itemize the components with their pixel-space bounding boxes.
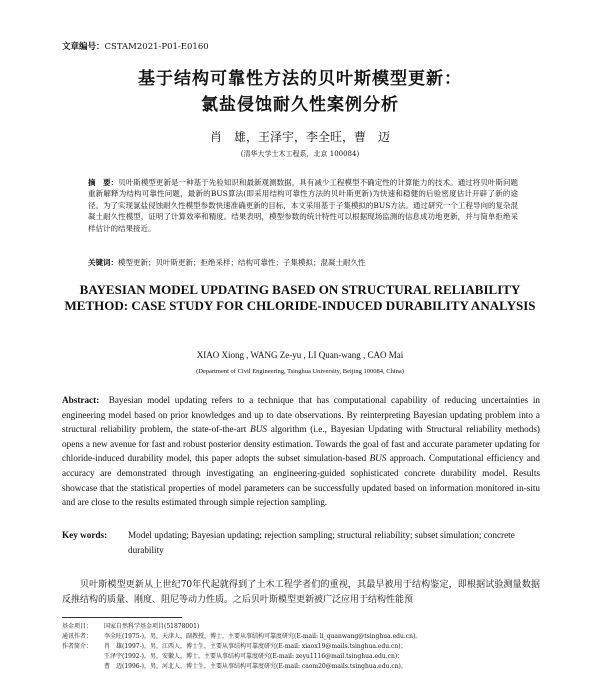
chinese-keywords-label: 关键词： bbox=[88, 258, 118, 267]
footnotes bbox=[62, 622, 542, 672]
footnote-label: 基金项目： bbox=[62, 623, 93, 630]
english-abstract-part-3: approach. Computational efficiency and accuracy are demonstrated through investigating an engineering-guided sophisticated concrete durability model. Results showcase that the statistical properties of model parameters can be successfully updated based on information monitored in-situ and are close to the results estimated through simple rejection sampling. bbox=[62, 453, 540, 508]
footnote-text: 国家自然科学基金项目(51878001) bbox=[104, 623, 200, 630]
footnote-text: 李全旺(1975-)，男，天津人，副教授，博士，主要从事结构可靠度研究(E-mail: li_quanwang@tsinghua.edu.cn)。 bbox=[104, 633, 422, 640]
chinese-keywords-text: 模型更新；贝叶斯更新；拒绝采样；结构可靠性；子集模拟；混凝土耐久性 bbox=[118, 258, 366, 267]
footnote-author-bio bbox=[62, 652, 542, 662]
footnote-label: 通讯作者： bbox=[62, 633, 93, 640]
english-abstract-bus-2: BUS bbox=[369, 453, 387, 464]
english-title: BAYESIAN MODEL UPDATING BASED ON STRUCTURAL RELIABILITY METHOD: CASE STUDY FOR CHLORIDE-INDUCED DURABILITY ANALYSIS bbox=[64, 282, 536, 313]
footnote-label bbox=[62, 652, 104, 662]
chinese-abstract-label: 摘 要： bbox=[88, 178, 119, 187]
footnote-text: 王泽宇(1992-)，男，安徽人，博士，主要从事结构可靠度研究(E-mail: zeyu1116@mail.tsinghua.edu.cn)； bbox=[104, 653, 404, 660]
chinese-abstract bbox=[88, 177, 518, 234]
article-number-value: CSTAM2021-P01-E0160 bbox=[104, 42, 209, 52]
article-number-label: 文章编号： bbox=[62, 42, 105, 52]
english-abstract bbox=[62, 393, 540, 510]
english-keywords-label: Key words: bbox=[62, 530, 108, 540]
english-affiliation: (Department of Civil Engineering, Tsinghua University, Beijing 100084, China) bbox=[196, 368, 404, 375]
article-number bbox=[62, 40, 209, 52]
footnote-corresponding-author bbox=[62, 632, 542, 642]
footnote-author-bio bbox=[62, 662, 542, 672]
english-abstract-bus-1: BUS bbox=[250, 424, 267, 435]
footnote-label: 作者简介： bbox=[62, 643, 93, 650]
body-paragraph: 贝叶斯模型更新从上世纪70年代起就得到了土木工程学者们的重视，其最早被用于结构鉴定，即根据试验测量数据反推结构的质量、刚度、阻尼等动力性质。之后贝叶斯模型更新被广泛应用于结构性能预 bbox=[62, 580, 540, 605]
footnote-divider bbox=[62, 617, 182, 618]
footnote-text: 曹 迈(1996-)，男，河北人，博士生，主要从事结构可靠度研究(E-mail: caom20@mails.tsinghua.edu.cn)。 bbox=[104, 663, 407, 670]
english-abstract-label: Abstract: bbox=[62, 395, 100, 405]
chinese-affiliation: (清华大学土木工程系，北京 100084) bbox=[240, 150, 360, 158]
chinese-abstract-text: 贝叶斯模型更新是一种基于先验知识和最新观测数据，具有减少工程模型不确定性的计算能力的技术。通过将贝叶斯问题重新解释为结构可靠性问题，最新的BUS算法(即采用结构可靠性方法的贝叶斯更新)为快速和稳健的后验密度估计开辟了新的途径。为了实现氯盐侵蚀耐久性模型参数快速准确更新的目标，本文采用基于子集模拟的BUS方法。通过研究一个工程导向的复杂混凝土耐久性模型，证明了计算效率和精度。结果表明，模型参数的统计特性可以根据现场监测的信息成功地更新，并与简单拒绝采样估计的结果接近。 bbox=[88, 178, 519, 233]
chinese-authors: 肖 雄，王泽宇，李全旺，曹 迈 bbox=[209, 130, 390, 144]
footnote-text: 肖 雄(1997-)，男，江西人，博士生，主要从事结构可靠度研究(E-mail: xiaox19@mails.tsinghua.edu.cn)； bbox=[104, 643, 407, 650]
english-abstract-part-1: Bayesian model updating refers to a technique that has computational capability of reducing uncertainties in engineering model based on prior knowledges and up to date observations. By reinterpreting Bayesian updating problem into a structural reliability problem, the state-of-the-art bbox=[62, 395, 540, 435]
chinese-title-line-1: 基于结构可靠性方法的贝叶斯模型更新： bbox=[138, 69, 462, 89]
english-abstract-part-2: algorithm (i.e., Bayesian Updating with Structural reliability methods) opens a new avenue for fast and robust posterior density estimation. Towards the goal of fast and accurate parameter updating for chloride-induced durability model, this paper adopts the subset simulation-based bbox=[62, 424, 540, 464]
chinese-title-line-2: 氯盐侵蚀耐久性案例分析 bbox=[201, 95, 399, 115]
english-authors: XIAO Xiong , WANG Ze-yu , LI Quan-wang , CAO Mai bbox=[196, 350, 404, 360]
chinese-keywords bbox=[88, 257, 518, 268]
footnote-author-bio bbox=[62, 642, 542, 652]
english-keywords-text: Model updating; Bayesian updating; rejection sampling; structural reliability; subset simulation; concrete durability bbox=[128, 530, 515, 555]
footnote-label bbox=[62, 662, 104, 672]
footnote-funding bbox=[62, 622, 542, 632]
